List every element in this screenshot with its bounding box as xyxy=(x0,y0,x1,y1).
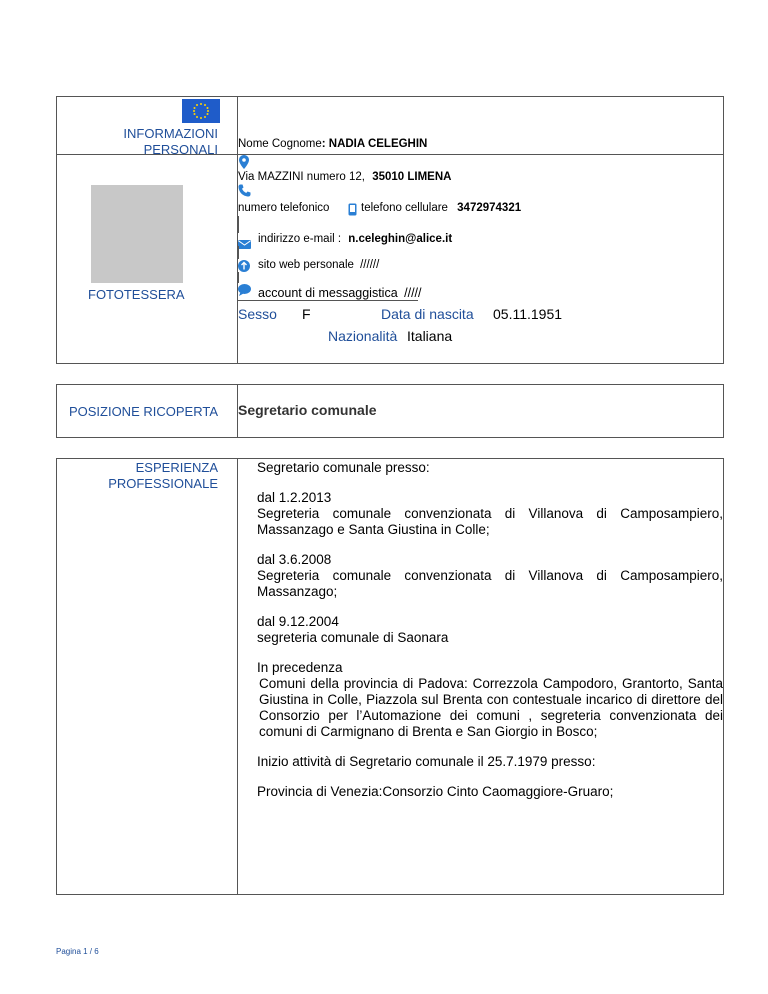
email-row xyxy=(258,233,452,245)
website-rule xyxy=(238,272,239,283)
experience-entry-date: dal 1.2.2013 xyxy=(257,490,332,505)
personal-info-title-line1: INFORMAZIONI xyxy=(123,126,218,141)
email-label: indirizzo e-mail : xyxy=(258,233,342,245)
position-value: Segretario comunale xyxy=(238,402,377,418)
mobile-phone-icon xyxy=(348,203,357,221)
website-label: sito web personale xyxy=(258,259,354,271)
experience-province: Provincia di Venezia:Consorzio Cinto Caomaggiore-Gruaro; xyxy=(257,784,614,799)
website-value: ////// xyxy=(360,259,380,271)
experience-start: Inizio attività di Segretario comunale il 25.7.1979 presso: xyxy=(257,754,596,769)
experience-entry-date: dal 9.12.2004 xyxy=(257,614,339,629)
phone-icon xyxy=(238,184,251,202)
experience-entry xyxy=(257,490,723,538)
nationality-value: Italiana xyxy=(407,328,453,344)
website-row xyxy=(258,259,379,271)
address-row xyxy=(238,171,451,183)
personal-info-title-line2: PERSONALI xyxy=(143,142,218,157)
experience-entry xyxy=(257,614,723,646)
experience-divider xyxy=(237,458,238,895)
experience-entry-text: Segreteria comunale convenzionata di Villanova di Camposampiero, Massanzago e Santa Giustina in Colle; xyxy=(257,506,723,537)
experience-title-line1: ESPERIENZA xyxy=(135,460,218,475)
experience-entry-date: dal 3.6.2008 xyxy=(257,552,332,567)
name-row xyxy=(238,138,427,150)
experience-entry-text: Segreteria comunale convenzionata di Villanova di Camposampiero, Massanzago; xyxy=(257,568,723,599)
birth-value: 05.11.1951 xyxy=(493,306,563,322)
name-label: Nome Cognome xyxy=(238,138,322,150)
page-number: Pagina 1 / 6 xyxy=(56,947,99,956)
website-icon xyxy=(238,259,250,277)
mobile-value: 3472974321 xyxy=(457,202,522,214)
photo-placeholder xyxy=(91,185,183,283)
experience-title xyxy=(60,460,218,492)
experience-title-line2: PROFESSIONALE xyxy=(108,476,218,491)
messaging-row xyxy=(258,286,422,300)
experience-content xyxy=(257,460,723,814)
nationality-label: Nazionalità xyxy=(328,328,398,344)
experience-entry-text: Comuni della provincia di Padova: Correzzola Campodoro, Grantorto, Santa Giustina in Colle, Piazzola sul Brenta con contestuale incarico di direttore del Consorzio per l’Automazione dei comuni , segreteria convenzionata dei comuni di Carmignano di Brenta e San Giorgio in Bosco; xyxy=(259,676,723,739)
eu-flag-logo xyxy=(182,99,220,123)
experience-entry-date: In precedenza xyxy=(257,660,343,675)
phone-row xyxy=(238,202,329,214)
contact-rule xyxy=(238,216,239,233)
address-label: Via MAZZINI numero 12, xyxy=(238,171,365,183)
sex-value: F xyxy=(302,306,311,322)
email-rule xyxy=(238,246,239,259)
birth-label: Data di nascita xyxy=(381,306,474,322)
experience-intro: Segretario comunale presso: xyxy=(257,460,430,475)
email-value[interactable]: n.celeghin@alice.it xyxy=(348,233,453,245)
messaging-rule xyxy=(238,300,418,301)
experience-entry-text: segreteria comunale di Saonara xyxy=(257,630,449,645)
mobile-label: telefono cellulare xyxy=(361,202,448,214)
experience-entry xyxy=(257,660,723,740)
experience-entry xyxy=(257,552,723,600)
position-label: POSIZIONE RICOPERTA xyxy=(68,404,218,419)
photo-label: FOTOTESSERA xyxy=(88,287,185,302)
mobile-row xyxy=(361,202,521,214)
personal-info-title xyxy=(60,126,218,158)
name-value: : NADIA CELEGHIN xyxy=(321,138,428,150)
phone-label: numero telefonico xyxy=(238,202,330,214)
address-value: 35010 LIMENA xyxy=(372,171,452,183)
messaging-label: account di messaggistica xyxy=(258,286,398,300)
chat-bubble-icon xyxy=(238,283,251,301)
email-icon xyxy=(238,236,251,254)
sex-label: Sesso xyxy=(238,306,277,322)
messaging-value: ///// xyxy=(404,286,422,300)
